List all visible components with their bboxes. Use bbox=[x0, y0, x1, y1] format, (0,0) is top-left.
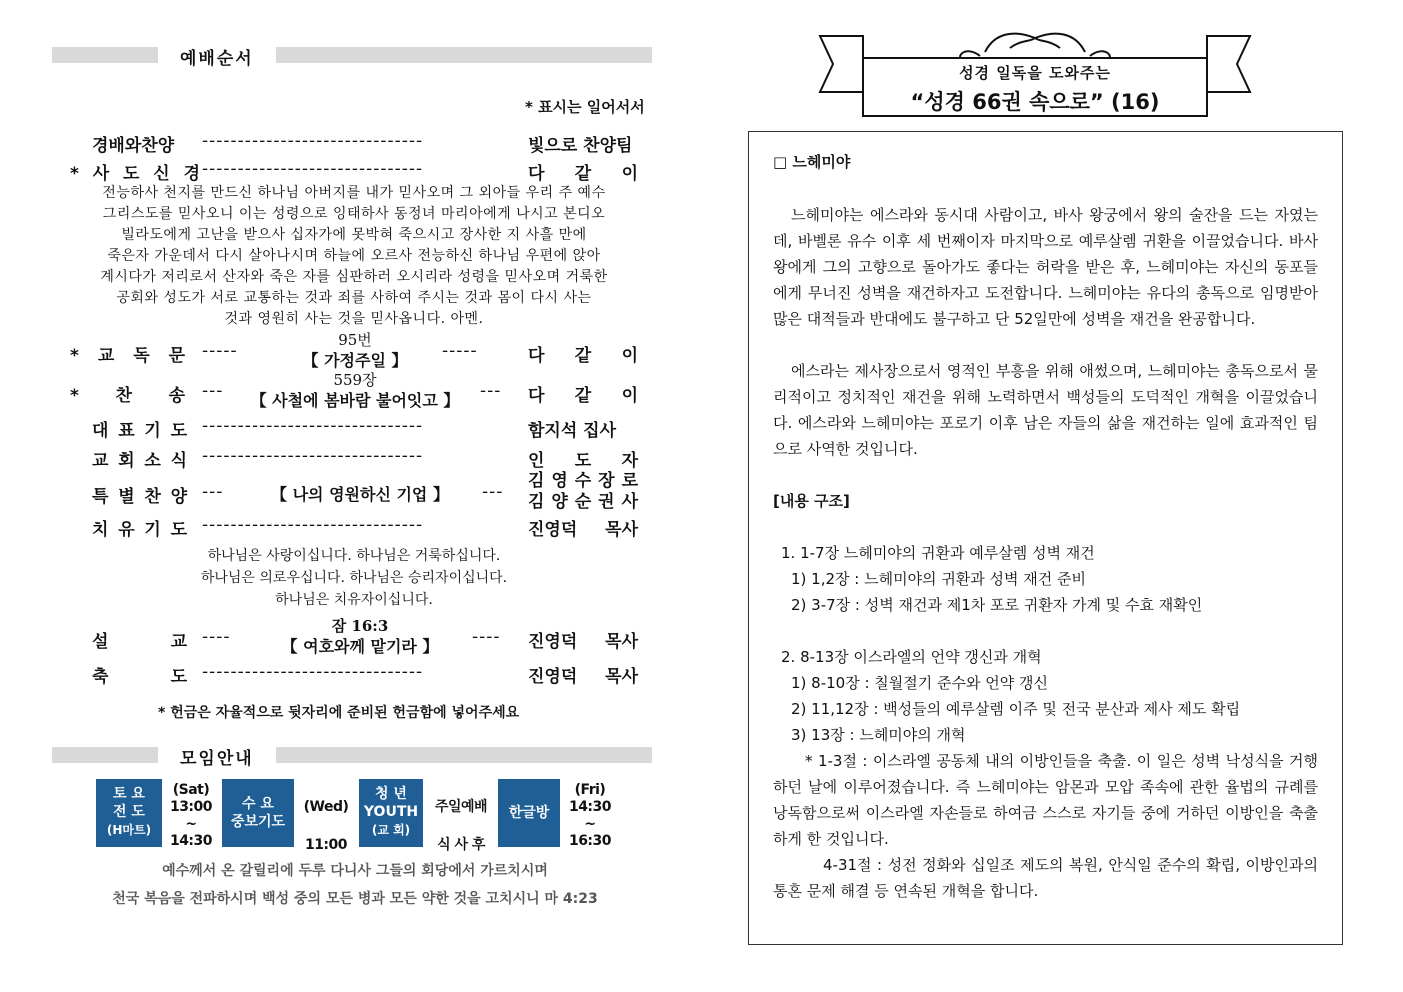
row-dash: ----- bbox=[202, 341, 238, 361]
meetings-header-bar-left bbox=[52, 747, 158, 763]
row-leader: 진영덕 목사 bbox=[528, 667, 638, 687]
standing-note: * 표시는 일어서서 bbox=[525, 98, 645, 116]
banner-title: “성경 66권 속으로” (16) bbox=[910, 90, 1160, 114]
row-label: 교 회 소 식 bbox=[92, 451, 187, 471]
row-label: * 교 독 문 bbox=[70, 346, 185, 366]
spacer bbox=[773, 462, 1318, 488]
row-dash: --- bbox=[202, 381, 224, 401]
meeting-korean-class-time bbox=[564, 782, 616, 850]
row-label: * 찬 송 bbox=[70, 386, 185, 406]
structure-sub: 2) 3-7장 : 성벽 재건과 제1차 포로 귀환자 가계 및 수효 재확인 bbox=[791, 596, 1203, 614]
time-text: 14:30 bbox=[568, 799, 612, 815]
hymn-title bbox=[250, 373, 460, 411]
structure-note-1: * 1-3절 : 이스라엘 공동체 내의 이방인들을 축출. 이 일은 성벽 낙성식을 거행하던 날에 이루어졌습니다. 즉 느헤미야는 암몬과 모압 족속에 관한 율법의 규례를 낭독함으로써 이스라엘 자손들로 하여금 스스로 자기들 중에 거하던 이방인을 축출하게 한 것입니다. bbox=[773, 752, 1318, 848]
meeting-label: (교 회) bbox=[371, 823, 411, 837]
row-leader: 다 같 이 bbox=[528, 164, 638, 184]
creed-line: 계시다가 저리로서 산자와 죽은 자를 심판하러 오시리라 성령을 믿사오며 거룩한 bbox=[100, 269, 608, 285]
row-label: 대 표 기 도 bbox=[92, 421, 187, 441]
banner-subtitle: 성경 일독을 도와주는 bbox=[959, 64, 1111, 82]
time-text: (Sat) bbox=[172, 782, 210, 798]
special-song-title: 【 나의 영원하신 기업 】 bbox=[271, 485, 449, 504]
row-dash: ------------------------------- bbox=[202, 159, 424, 179]
time-text: 13:00 bbox=[169, 799, 213, 815]
meeting-label: (H마트) bbox=[106, 823, 152, 837]
row-label: 설 교 bbox=[92, 632, 187, 652]
meeting-korean-class-box bbox=[498, 779, 560, 847]
creed-line: 것과 영원히 사는 것을 믿사옵니다. 아멘. bbox=[224, 311, 484, 327]
hymn-name: 【 사철에 봄바람 불어잇고 】 bbox=[250, 391, 460, 410]
worship-title: 예배순서 bbox=[180, 49, 254, 69]
creed-line: 그리스도를 믿사오니 이는 성령으로 잉태하사 동정녀 마리아에게 나시고 본디오 bbox=[102, 206, 606, 222]
time-text: 16:30 bbox=[568, 833, 612, 849]
row-leader: 다 같 이 bbox=[528, 386, 638, 406]
structure-sub: 2) 11,12장 : 백성들의 예루살렘 이주 및 전국 분산과 제사 제도 확립 bbox=[791, 700, 1241, 718]
verse-line: 예수께서 온 갈릴리에 두루 다니사 그들의 회당에서 가르치시며 bbox=[162, 863, 548, 879]
worship-row bbox=[70, 446, 660, 474]
meeting-saturday-box bbox=[96, 779, 162, 847]
row-dash: ------------------------------- bbox=[202, 515, 424, 535]
worship-row bbox=[70, 131, 660, 159]
spacer bbox=[773, 618, 1318, 644]
meeting-label: YOUTH bbox=[363, 804, 419, 820]
row-label: 축 도 bbox=[92, 667, 187, 687]
reading-number: 95번 bbox=[338, 331, 372, 349]
row-dash: ------------------------------- bbox=[202, 416, 424, 436]
row-dash: --- bbox=[202, 482, 224, 502]
row-dash: ---- bbox=[472, 627, 501, 647]
hymn-number: 559장 bbox=[333, 371, 377, 389]
healing-line: 하나님은 의로우십니다. 하나님은 승리자이십니다. bbox=[200, 570, 508, 586]
structure-sub: 1) 1,2장 : 느헤미야의 귀환과 성벽 재건 준비 bbox=[791, 570, 1087, 588]
meeting-saturday-time bbox=[165, 782, 217, 850]
row-dash: --- bbox=[482, 482, 504, 502]
meeting-label: 수 요 bbox=[242, 796, 274, 812]
meeting-label: 중보기도 bbox=[230, 814, 286, 830]
row-dash: ------------------------------- bbox=[202, 662, 424, 682]
structure-item-1: 1. 1-7장 느헤미야의 귀환과 예루살렘 성벽 재건 bbox=[781, 544, 1095, 562]
time-text: 14:30 bbox=[169, 833, 213, 849]
row-label: * 사 도 신 경 bbox=[70, 164, 200, 184]
worship-header-bar-right bbox=[276, 47, 652, 63]
time-text: 식 사 후 bbox=[437, 837, 485, 853]
time-text: 11:00 bbox=[304, 837, 348, 853]
meeting-youth-box bbox=[359, 779, 423, 847]
structure-note-2: 4-31절 : 성전 정화와 십일조 제도의 복원, 안식일 준수의 확립, 이방인과의 통혼 문제 해결 등 연속된 개혁을 합니다. bbox=[773, 856, 1318, 900]
row-leader: 진영덕 목사 bbox=[528, 520, 638, 540]
sermon-name: 【 여호와께 맡기라 】 bbox=[281, 637, 439, 656]
meeting-label: 한글방 bbox=[508, 805, 550, 821]
row-leader: 인 도 자 bbox=[528, 451, 638, 471]
creed-line: 빌라도에게 고난을 받으사 십자가에 못박혀 죽으시고 장사한 지 사흘 만에 bbox=[121, 227, 587, 243]
sermon-title bbox=[265, 619, 455, 657]
meeting-label: 전 도 bbox=[113, 804, 145, 820]
intro-paragraph-2: 에스라는 제사장으로서 영적인 부흥을 위해 애썼으며, 느헤미야는 총독으로서 물리적이고 정치적인 재건을 위해 노력하면서 백성들의 도덕적인 개혁을 이끌었습니다. 에스라와 느헤미야는 포로기 이후 남은 자들의 삶을 재건하는 일에 효과적인 팀으로 사역한 것입니다. bbox=[773, 362, 1318, 458]
healing-declaration bbox=[66, 545, 642, 611]
worship-header-bar-left bbox=[52, 47, 158, 63]
time-text: ~ bbox=[584, 816, 596, 832]
verse-line: 천국 복음을 전파하시며 백성 중의 모든 병과 모든 약한 것을 고치시니 마 4:23 bbox=[112, 891, 598, 907]
apostles-creed bbox=[66, 183, 642, 330]
creed-line: 죽은자 가운데서 다시 살아나시며 하늘에 오르사 전능하신 하나님 우편에 앉아 bbox=[107, 248, 601, 264]
worship-row bbox=[70, 662, 660, 690]
row-leader: 함지석 집사 bbox=[528, 421, 617, 441]
special-song-singers bbox=[528, 471, 638, 513]
meetings-header-bar-right bbox=[276, 747, 652, 763]
meeting-wednesday-box bbox=[222, 779, 294, 847]
closing-verse bbox=[60, 857, 650, 913]
time-text: (Wed) bbox=[303, 799, 349, 815]
offering-note: * 헌금은 자율적으로 뒷자리에 준비된 헌금함에 넣어주세요 bbox=[158, 705, 520, 721]
worship-row bbox=[70, 515, 660, 543]
row-dash: --- bbox=[480, 381, 502, 401]
row-label: 특 별 찬 양 bbox=[92, 487, 187, 507]
row-dash: ----- bbox=[442, 341, 478, 361]
meetings-title: 모임안내 bbox=[180, 749, 254, 769]
row-leader: 빛으로 찬양팀 bbox=[528, 136, 633, 156]
meeting-youth-time bbox=[428, 788, 494, 864]
row-dash: ------------------------------- bbox=[202, 131, 424, 151]
row-dash: ---- bbox=[202, 627, 231, 647]
row-label: 치 유 기 도 bbox=[92, 520, 187, 540]
structure-sub: 1) 8-10장 : 칠월절기 준수와 언약 갱신 bbox=[791, 674, 1048, 692]
structure-sub: 3) 13장 : 느헤미야의 개혁 bbox=[791, 726, 966, 744]
time-text: 주일예배 bbox=[434, 799, 488, 815]
time-text: (Fri) bbox=[574, 782, 606, 798]
sermon-scripture: 잠 16:3 bbox=[331, 617, 389, 635]
row-dash: ------------------------------- bbox=[202, 446, 424, 466]
book-title: □ 느헤미야 bbox=[773, 153, 851, 171]
spacer bbox=[773, 514, 1318, 540]
singer-2: 김 양 순 권 사 bbox=[528, 492, 638, 512]
responsive-reading-title bbox=[270, 333, 440, 371]
meeting-wednesday-time bbox=[298, 788, 354, 864]
row-leader: 다 같 이 bbox=[528, 346, 638, 366]
spacer bbox=[773, 332, 1318, 358]
reading-name: 【 가정주일 】 bbox=[302, 351, 408, 370]
time-text: ~ bbox=[185, 816, 197, 832]
structure-title: [내용 구조] bbox=[773, 492, 850, 510]
worship-row bbox=[70, 416, 660, 444]
creed-line: 공회와 성도가 서로 교통하는 것과 죄를 사하여 주시는 것과 몸이 다시 사는 bbox=[116, 290, 592, 306]
row-label: 경배와찬양 bbox=[92, 136, 175, 156]
creed-line: 전능하사 천지를 만드신 하나님 아버지를 내가 믿사오며 그 외아들 우리 주 예수 bbox=[102, 185, 606, 201]
meeting-label: 토 요 bbox=[113, 786, 145, 802]
row-leader: 진영덕 목사 bbox=[528, 632, 638, 652]
structure-item-2: 2. 8-13장 이스라엘의 언약 갱신과 개혁 bbox=[781, 648, 1042, 666]
healing-line: 하나님은 사랑이십니다. 하나님은 거룩하십니다. bbox=[207, 548, 501, 564]
healing-line: 하나님은 치유자이십니다. bbox=[275, 592, 433, 608]
singer-1: 김 영 수 장 로 bbox=[528, 471, 638, 491]
intro-paragraph-1: 느헤미야는 에스라와 동시대 사람이고, 바사 왕궁에서 왕의 술잔을 드는 자였는데, 바벨론 유수 이후 세 번째이자 마지막으로 예루살렘 귀환을 이끌었습니다. 바사 왕에게 그의 고향으로 돌아가도 좋다는 허락을 받은 후, 느헤미야는 자신의 동포들에게 무너진 성벽을 재건하자고 도전합니다. 느헤미야는 유다의 총독으로 임명받아 많은 대적들과 반대에도 불구하고 단 52일만에 성벽을 재건을 완공합니다. bbox=[773, 206, 1318, 328]
meeting-label: 청 년 bbox=[375, 786, 407, 802]
bible-text bbox=[773, 202, 1318, 904]
